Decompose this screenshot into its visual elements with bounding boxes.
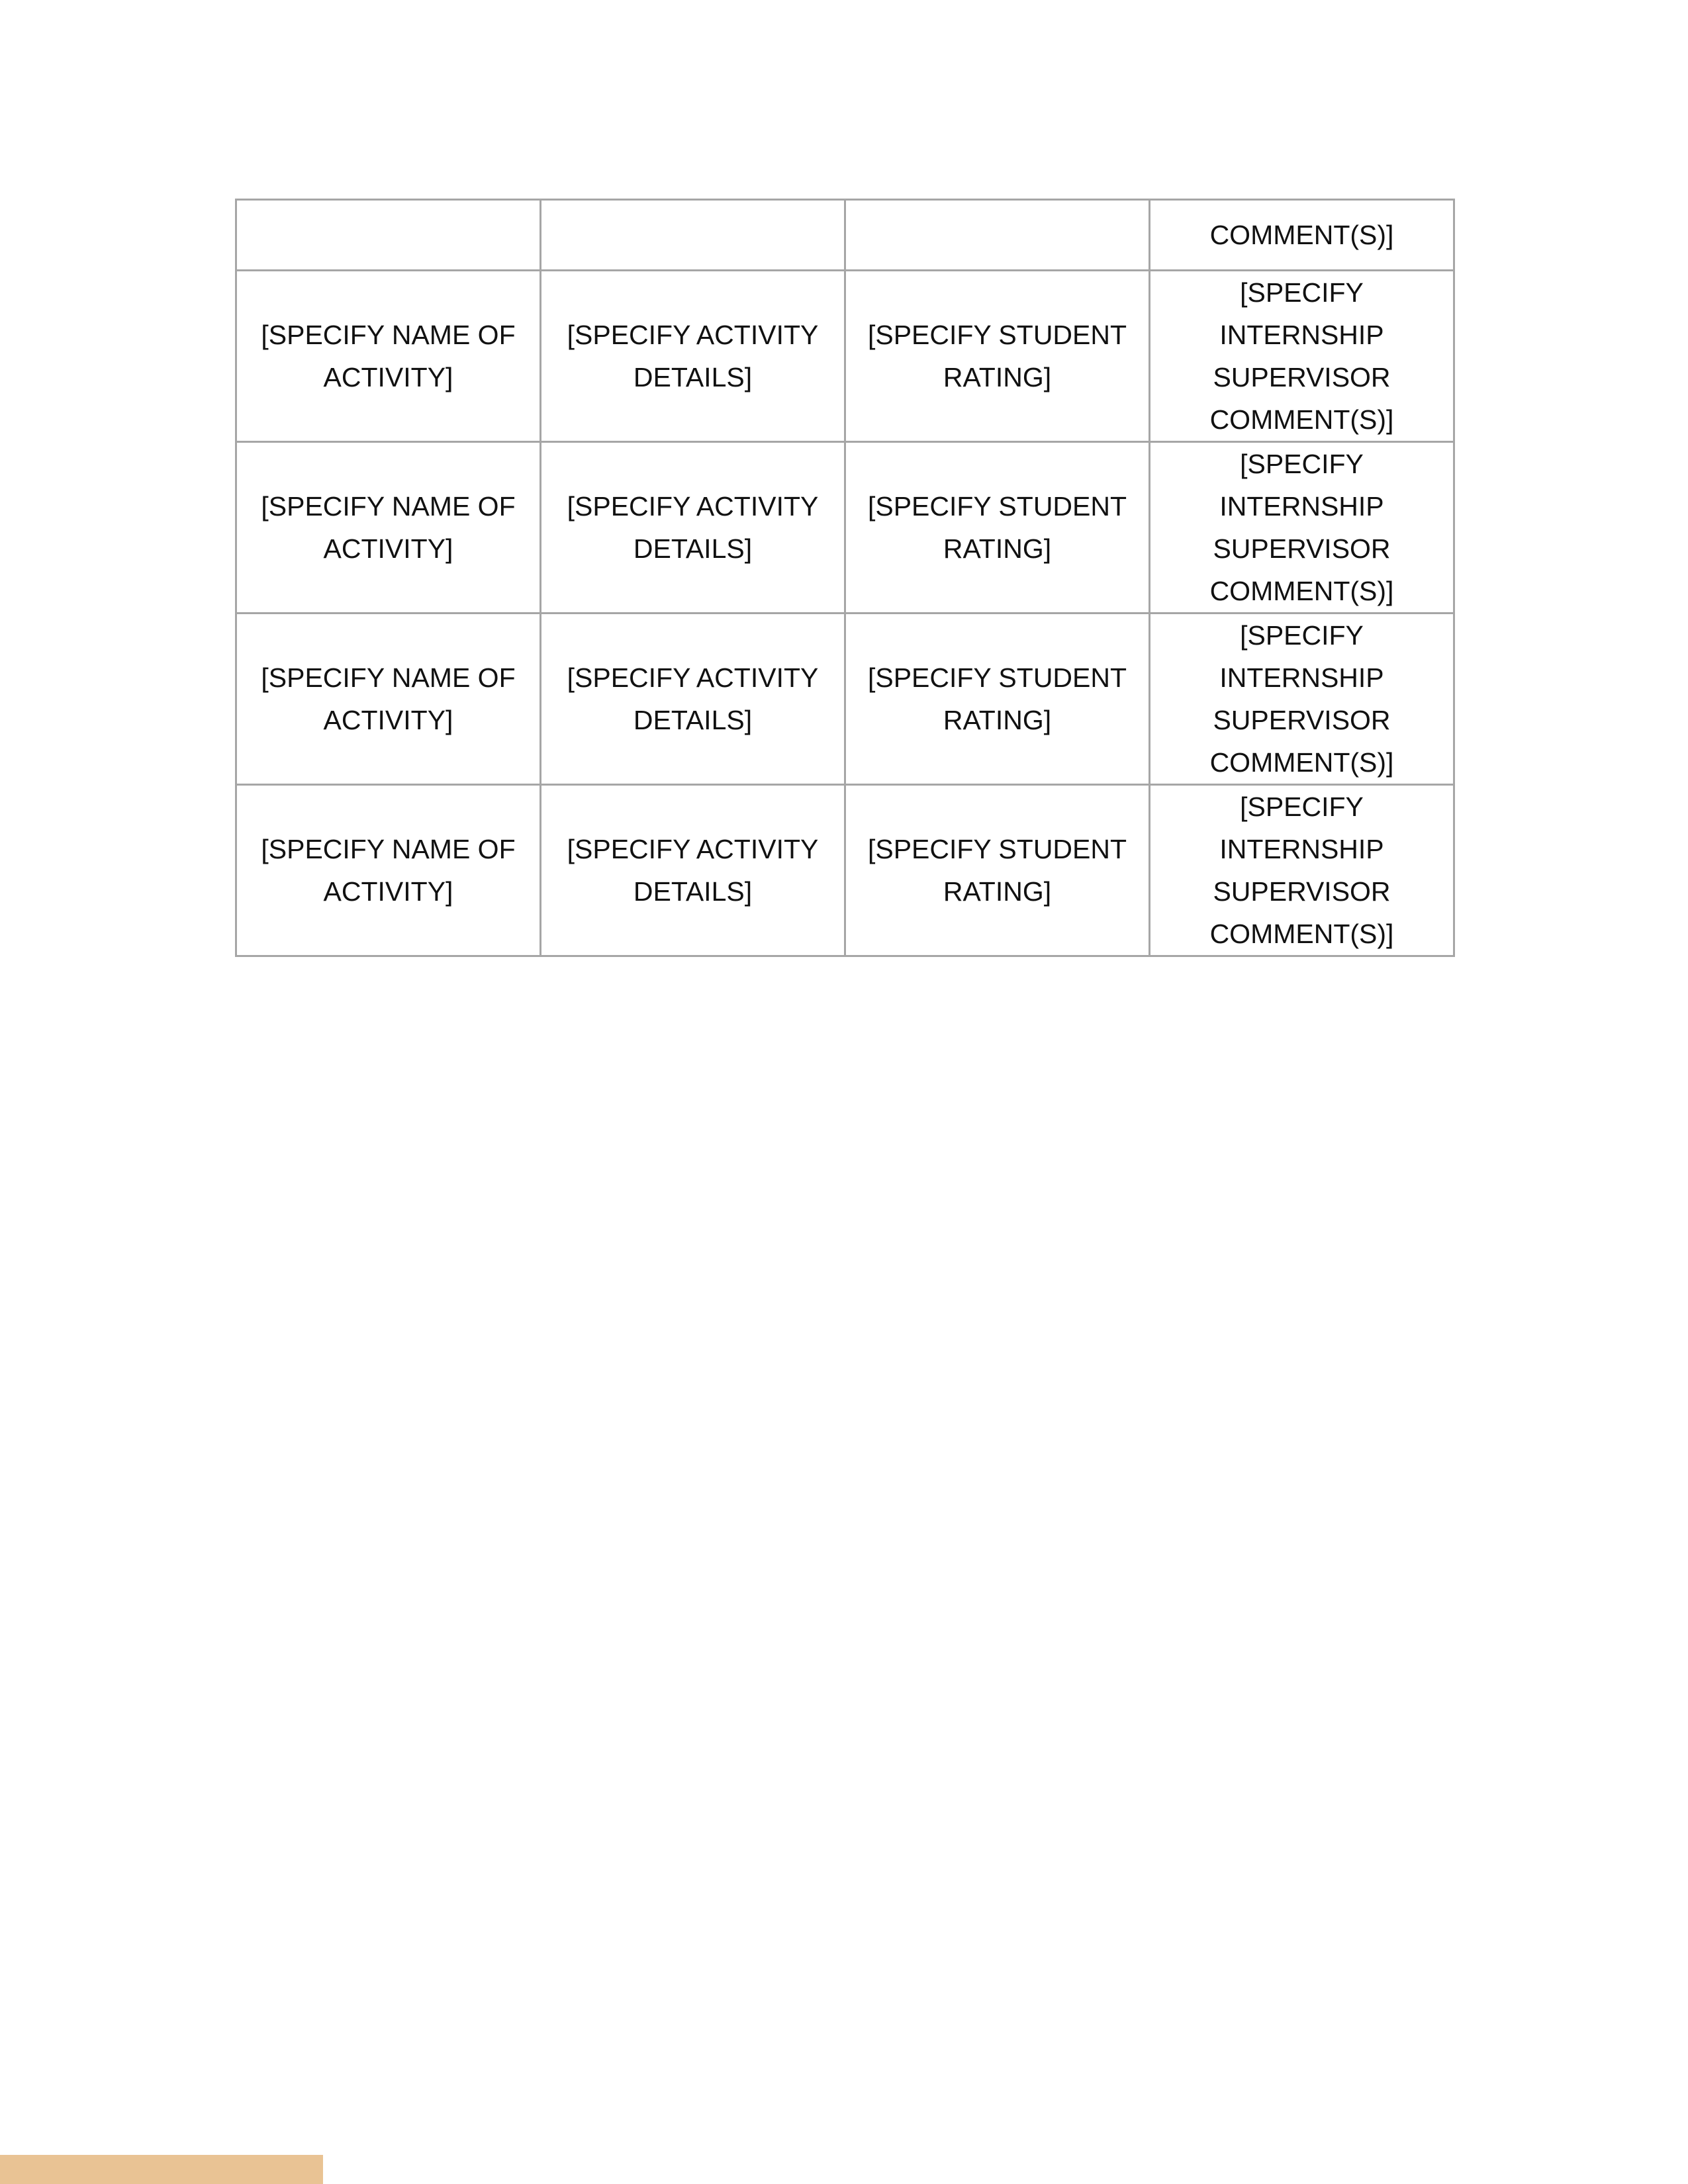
student-rating-cell: [SPECIFY STUDENT RATING] (845, 614, 1150, 785)
table-cell: COMMENT(S)] (1150, 200, 1454, 271)
table-row (236, 271, 1454, 442)
activity-details-cell: [SPECIFY ACTIVITY DETAILS] (541, 785, 845, 956)
activity-name-cell: [SPECIFY NAME OF ACTIVITY] (236, 785, 541, 956)
supervisor-comment-cell: [SPECIFY INTERNSHIP SUPERVISOR COMMENT(S)] (1150, 614, 1454, 785)
activity-details-cell: [SPECIFY ACTIVITY DETAILS] (541, 614, 845, 785)
activity-details-cell: [SPECIFY ACTIVITY DETAILS] (541, 442, 845, 614)
table-row (236, 785, 1454, 956)
student-rating-cell: [SPECIFY STUDENT RATING] (845, 271, 1150, 442)
table-cell (845, 200, 1150, 271)
table-row (236, 442, 1454, 614)
supervisor-comment-cell: [SPECIFY INTERNSHIP SUPERVISOR COMMENT(S)] (1150, 442, 1454, 614)
table-row (236, 614, 1454, 785)
table-cell (541, 200, 845, 271)
student-rating-cell: [SPECIFY STUDENT RATING] (845, 785, 1150, 956)
activity-details-cell: [SPECIFY ACTIVITY DETAILS] (541, 271, 845, 442)
activity-name-cell: [SPECIFY NAME OF ACTIVITY] (236, 614, 541, 785)
activity-name-cell: [SPECIFY NAME OF ACTIVITY] (236, 442, 541, 614)
table-cell (236, 200, 541, 271)
footer-accent-bar (0, 2155, 323, 2184)
table-continuation-row (236, 200, 1454, 271)
student-rating-cell: [SPECIFY STUDENT RATING] (845, 442, 1150, 614)
supervisor-comment-cell: [SPECIFY INTERNSHIP SUPERVISOR COMMENT(S)] (1150, 271, 1454, 442)
activity-table (235, 199, 1455, 957)
activity-name-cell: [SPECIFY NAME OF ACTIVITY] (236, 271, 541, 442)
supervisor-comment-cell: [SPECIFY INTERNSHIP SUPERVISOR COMMENT(S)] (1150, 785, 1454, 956)
